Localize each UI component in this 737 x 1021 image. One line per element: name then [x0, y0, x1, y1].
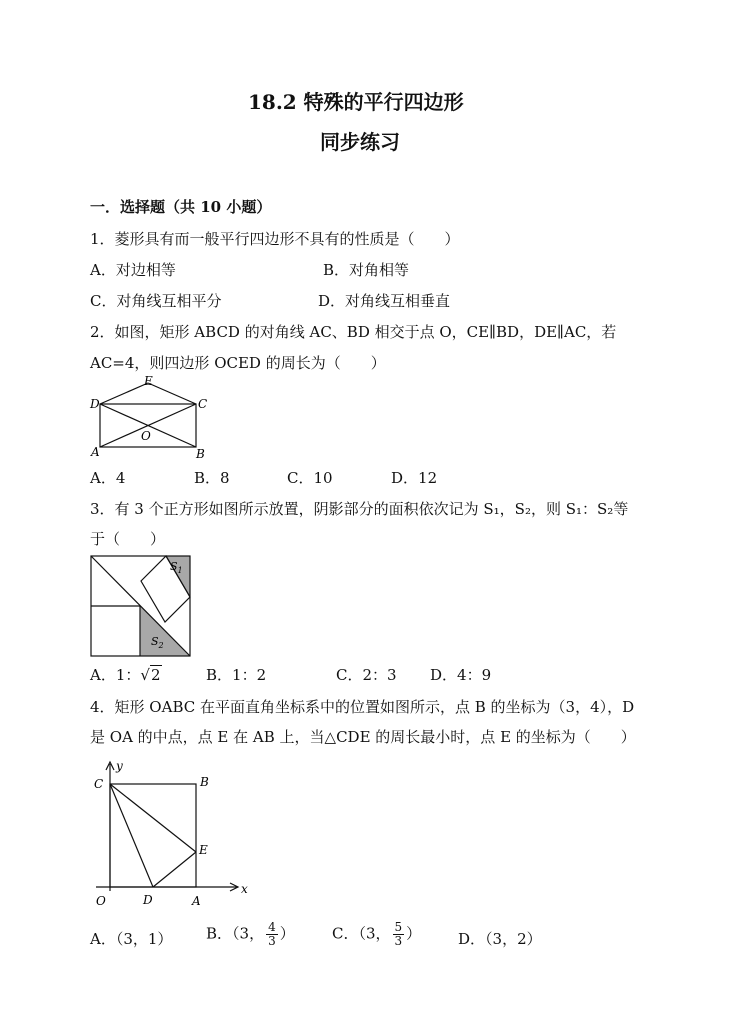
q3-option-a-prefix: A．1：	[90, 666, 141, 684]
q3-option-a-radicand: 2	[150, 666, 161, 684]
section-heading: 一．选择题（共 10 小题）	[90, 198, 272, 216]
label-c: C	[198, 397, 208, 411]
label-o: O	[141, 429, 151, 443]
segment-ce	[148, 383, 196, 404]
page-title: 18.2 特殊的平行四边形	[248, 90, 464, 114]
q4-option-c-fraction	[393, 921, 405, 948]
q4-stem-line1: 4．矩形 OABC 在平面直角坐标系中的位置如图所示，点 B 的坐标为（3，4），D	[90, 698, 635, 716]
q2-figure-rectangle	[88, 374, 218, 460]
q2-option-c: C．10	[287, 469, 333, 487]
q4-option-c	[332, 921, 421, 948]
label-d: D	[90, 397, 100, 411]
q3-figure-squares	[88, 553, 196, 659]
label-e: E	[199, 843, 208, 857]
label-x: x	[241, 882, 248, 896]
label-o: O	[96, 894, 106, 908]
q3-option-b: B．1：2	[206, 666, 267, 684]
q4-option-b-suffix: ）	[279, 924, 295, 943]
page-subtitle: 同步练习	[320, 130, 400, 154]
segment-de	[153, 852, 196, 887]
q3-stem-line2: 于（ ）	[90, 530, 166, 548]
label-c: C	[94, 777, 104, 791]
q4-option-b	[206, 921, 295, 948]
q2-stem-line1: 2．如图，矩形 ABCD 的对角线 AC、BD 相交于点 O，CE∥BD，DE∥AC，若	[90, 323, 617, 341]
q4-option-b-numerator: 4	[268, 920, 276, 934]
q1-option-c: C．对角线互相平分	[90, 292, 222, 310]
label-e: E	[144, 374, 153, 388]
q4-option-c-suffix: ）	[406, 924, 422, 943]
sqrt-symbol: √	[140, 666, 150, 684]
segment-ce	[110, 784, 196, 852]
label-s2: $S_2$	[151, 635, 164, 650]
rect-oabc	[110, 784, 196, 887]
q3-option-d: D．4：9	[430, 666, 492, 684]
q1-option-d: D．对角线互相垂直	[318, 292, 451, 310]
q2-stem-line2: AC=4，则四边形 OCED 的周长为（ ）	[90, 354, 386, 372]
q1-stem: 1．菱形具有而一般平行四边形不具有的性质是（ ）	[90, 230, 460, 248]
q3-option-c: C．2：3	[336, 666, 397, 684]
q3-option-a	[90, 664, 162, 685]
q4-option-c-numerator: 5	[394, 920, 403, 934]
label-a: A	[91, 445, 100, 459]
q4-figure-coordinate	[88, 756, 258, 914]
label-s1: $S_1$	[170, 560, 183, 575]
q4-option-a: A．（3，1）	[90, 930, 173, 948]
q4-option-b-denominator: 3	[268, 934, 276, 948]
q2-option-b: B．8	[194, 469, 230, 487]
q4-option-c-denominator: 3	[394, 934, 403, 948]
q4-option-c-prefix: C．（3，	[332, 924, 391, 943]
q4-stem-line2: 是 OA 的中点，点 E 在 AB 上，当△CDE 的周长最小时，点 E 的坐标为（ ）	[90, 728, 636, 746]
q4-option-b-prefix: B．（3，	[206, 924, 265, 943]
segment-cd	[110, 784, 153, 887]
label-y: y	[116, 759, 123, 773]
q2-option-d: D．12	[391, 469, 438, 487]
q3-stem-line1: 3．有 3 个正方形如图所示放置，阴影部分的面积依次记为 S₁，S₂，则 S₁：S₂等	[90, 500, 629, 518]
q4-option-b-fraction	[266, 921, 278, 948]
q2-option-a: A．4	[90, 469, 126, 487]
label-d: D	[143, 893, 153, 907]
q4-option-d: D．（3，2）	[458, 930, 542, 948]
q1-option-a: A．对边相等	[90, 261, 176, 279]
label-b: B	[200, 775, 209, 789]
q1-option-b: B．对角相等	[323, 261, 410, 279]
label-b: B	[196, 447, 205, 460]
label-a: A	[192, 894, 201, 908]
segment-de	[100, 383, 148, 404]
